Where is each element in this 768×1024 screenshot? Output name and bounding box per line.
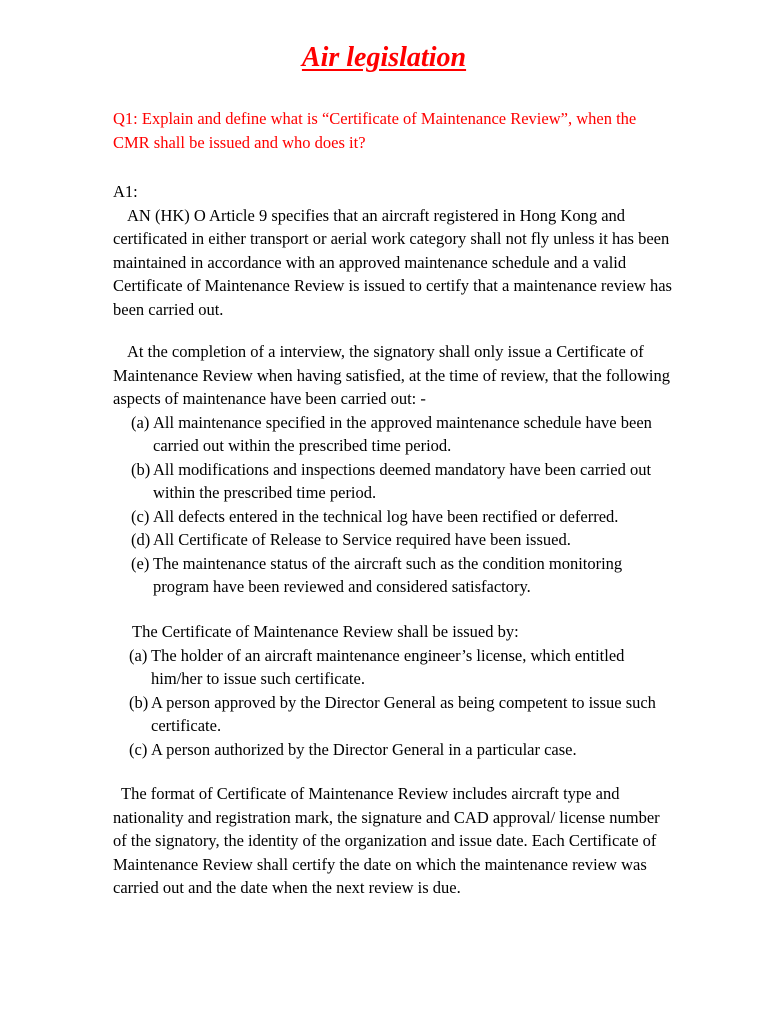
list-item-text: All maintenance specified in the approved maintenance schedule have been carried out within the prescribed time period.	[153, 412, 652, 455]
issuer-list	[129, 644, 673, 762]
list-marker: (e)	[131, 553, 150, 573]
list-marker: (c)	[129, 739, 148, 759]
answer-paragraph-4: The format of Certificate of Maintenance Review includes aircraft type and nationality and registration mark, the signature and CAD approval/ license number of the signatory, the identity of the organization and issue date. Each Certificate of Maintenance Review shall certify the date on which the maintenance review was carried out and the date when the next review is due.	[113, 784, 660, 897]
answer-section	[113, 180, 673, 321]
list-marker: (b)	[131, 459, 151, 479]
list-marker: (a)	[129, 645, 148, 665]
answer-label: A1:	[113, 182, 138, 201]
list-item-text: The holder of an aircraft maintenance engineer’s license, which entitled him/her to issue such certificate.	[151, 645, 625, 688]
list-item-text: All Certificate of Release to Service required have been issued.	[153, 530, 571, 549]
list-item	[129, 691, 673, 738]
answer-paragraph-2: At the completion of a interview, the signatory shall only issue a Certificate of Maintenance Review when having satisfied, at the time of review, that the following aspects of maintenance have been carried out: -	[113, 342, 671, 408]
review-conditions-section	[113, 340, 673, 599]
list-marker: (b)	[129, 692, 149, 712]
question-text: Q1: Explain and define what is “Certificate of Maintenance Review”, when the CMR shall be issued and who does it?	[113, 109, 637, 152]
list-item-text: All modifications and inspections deemed mandatory have been carried out within the prescribed time period.	[153, 459, 652, 502]
conditions-list	[131, 411, 673, 599]
list-item	[129, 644, 673, 691]
list-item	[131, 505, 673, 529]
list-item-text: A person approved by the Director General as being competent to issue such certificate.	[151, 692, 656, 735]
list-item-text: All defects entered in the technical log have been rectified or deferred.	[153, 506, 619, 526]
list-item-text: A person authorized by the Director General in a particular case.	[151, 739, 577, 759]
list-item-text: The maintenance status of the aircraft such as the condition monitoring program have been reviewed and considered satisfactory.	[153, 553, 623, 596]
issuer-section	[113, 620, 673, 761]
list-marker: (d)	[131, 530, 151, 549]
format-section	[113, 782, 673, 900]
answer-paragraph-3: The Certificate of Maintenance Review shall be issued by:	[132, 622, 519, 641]
list-marker: (a)	[131, 412, 150, 432]
list-item	[131, 552, 673, 599]
list-item	[131, 528, 673, 552]
list-item	[129, 738, 673, 762]
list-marker: (c)	[131, 506, 150, 526]
answer-paragraph-1: AN (HK) O Article 9 specifies that an aircraft registered in Hong Kong and certificated in either transport or aerial work category shall not fly unless it has been maintained in accordance with an approved maintenance schedule and a valid Certificate of Maintenance Review is issued to certify that a maintenance review has been carried out.	[113, 205, 672, 319]
page-title: Air legislation	[301, 42, 467, 73]
list-item	[131, 411, 673, 458]
list-item	[131, 458, 673, 505]
